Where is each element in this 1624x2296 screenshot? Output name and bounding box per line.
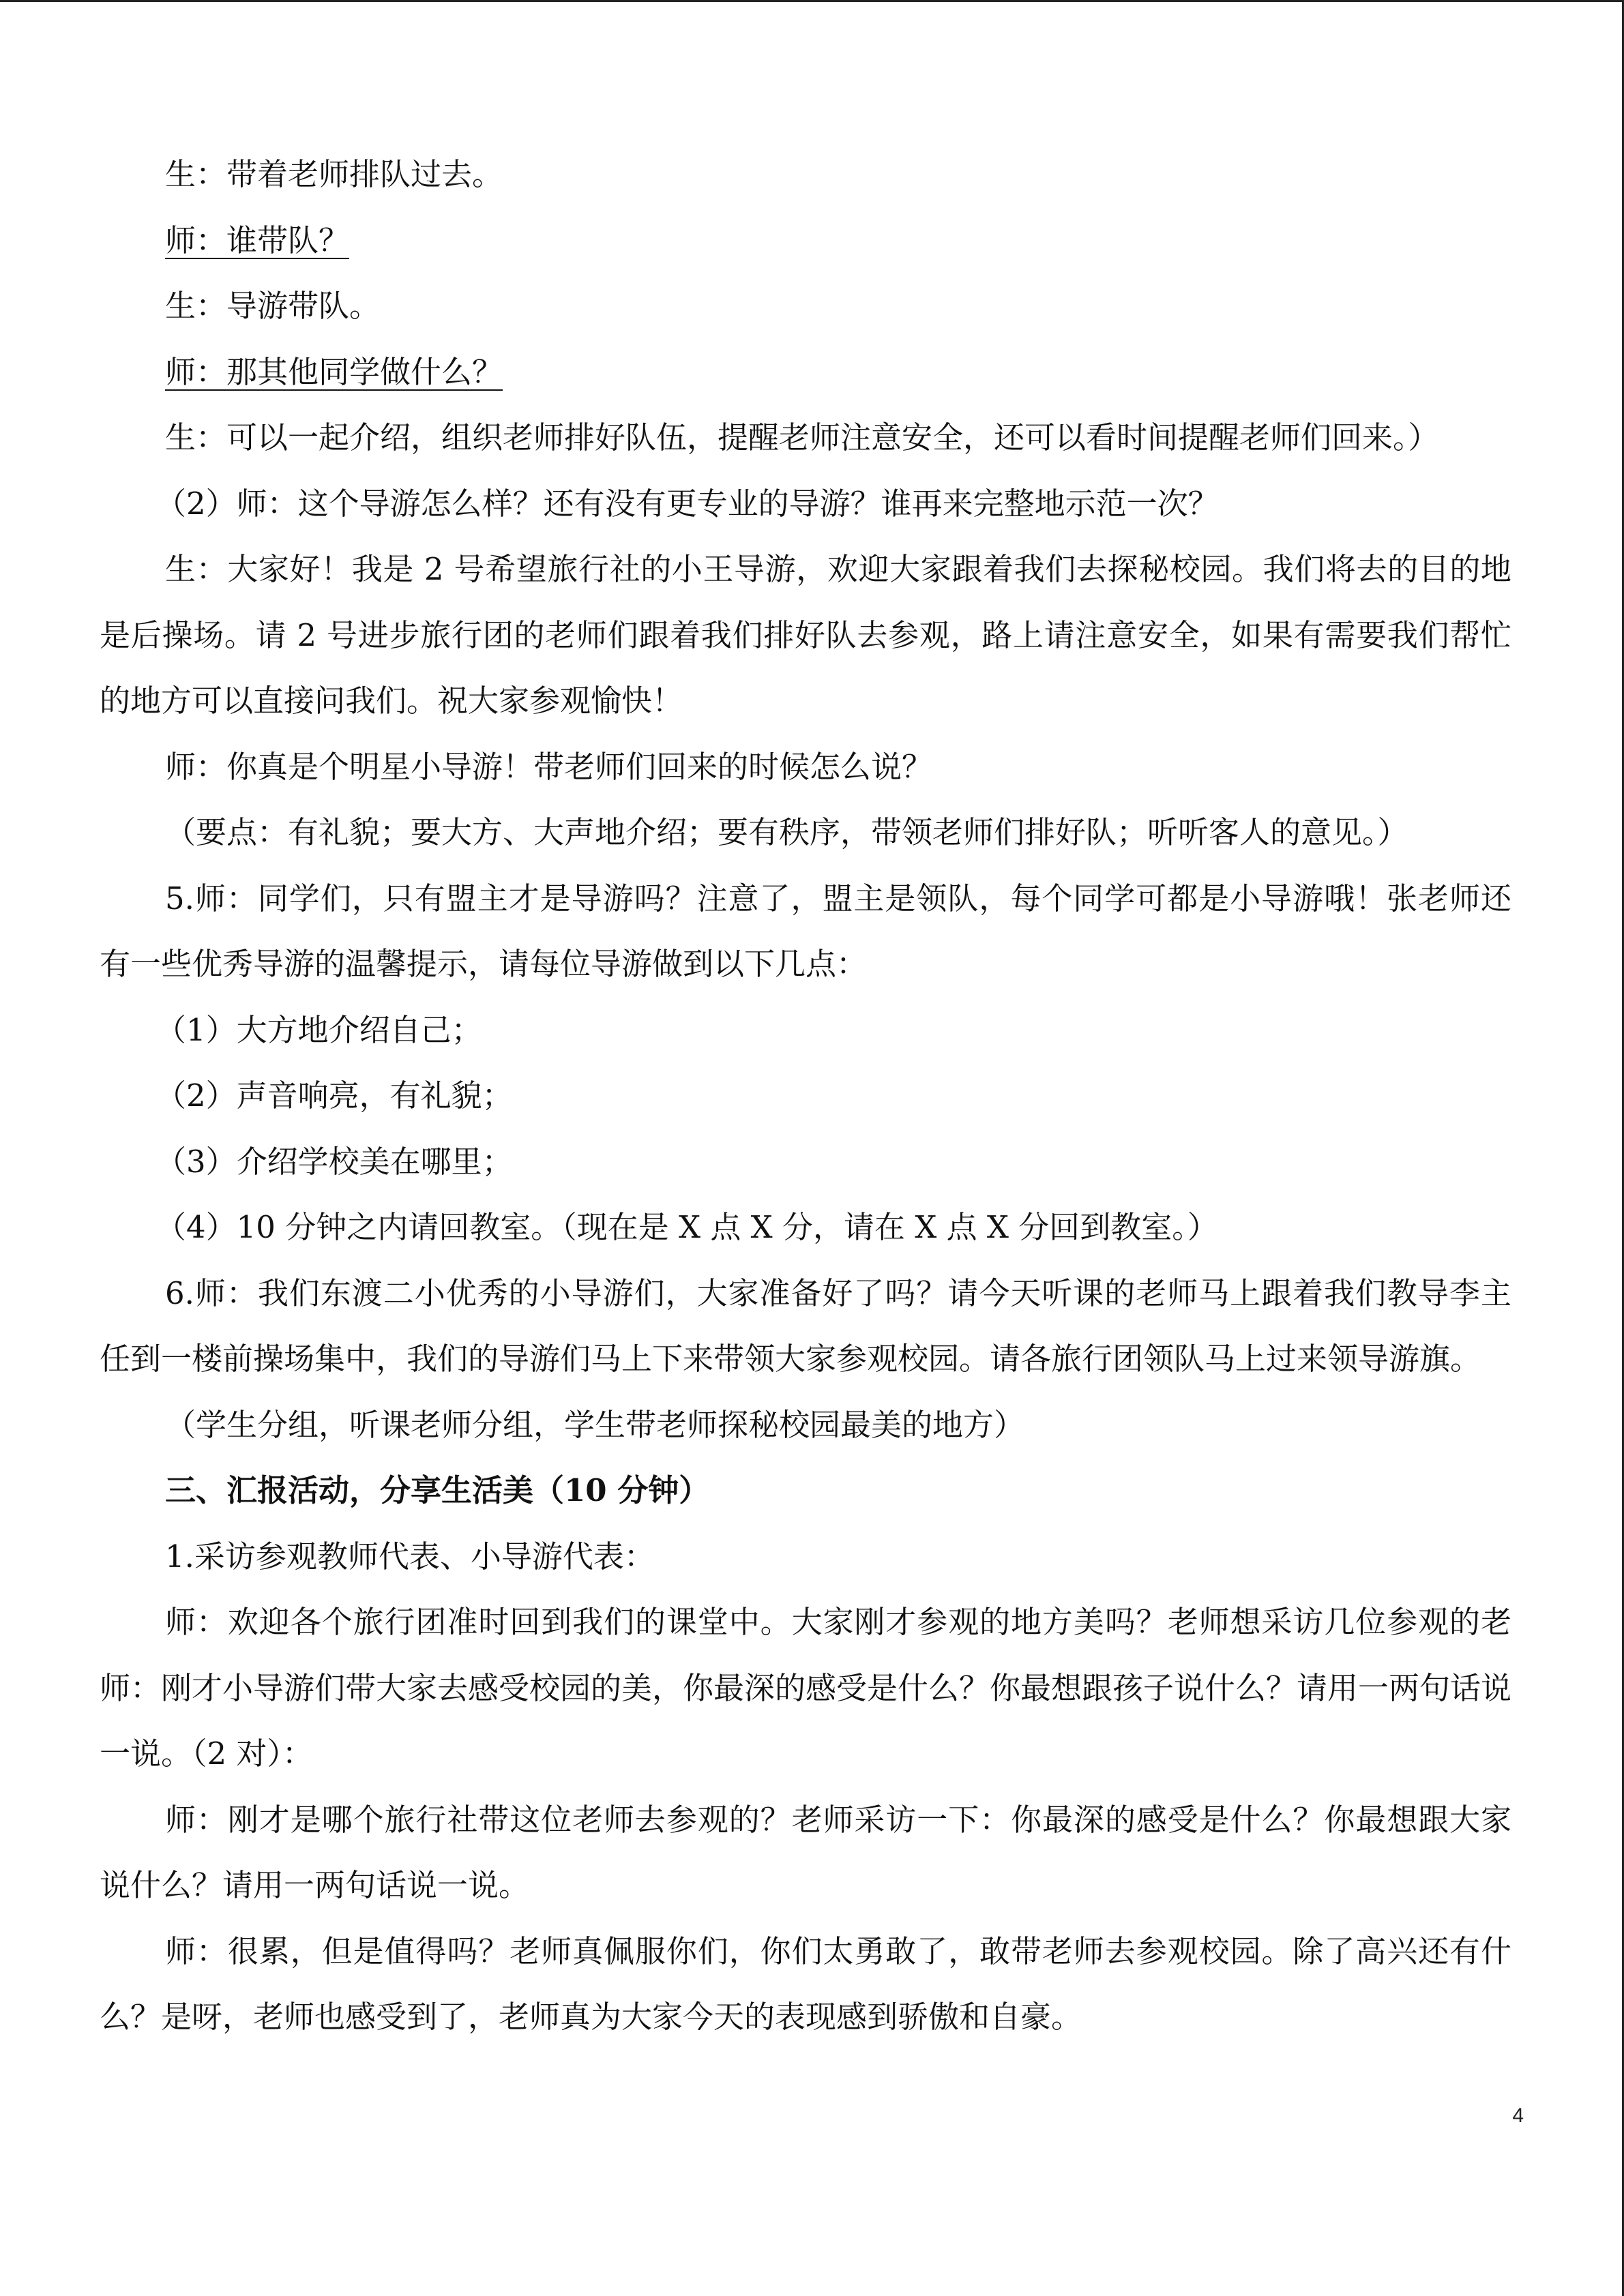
dialogue-line-underlined (100, 208, 1511, 274)
underlined-text: 师：谁带队？ (165, 222, 350, 258)
dialogue-line: 生：可以一起介绍，组织老师排好队伍，提醒老师注意安全，还可以看时间提醒老师们回来。） (165, 419, 1439, 456)
note-line: （要点：有礼貌；要大方、大声地介绍；要有秩序，带领老师们排好队；听听客人的意见。） (165, 814, 1408, 850)
page-number: 4 (1512, 2104, 1524, 2127)
dialogue-line: 师：你真是个明星小导游！带老师们回来的时候怎么说？ (165, 748, 933, 785)
dialogue-paragraph: 师：刚才是哪个旅行社带这位老师去参观的？老师采访一下：你最深的感受是什么？你最想跟大家说什么？请用一两句话说一说。 (100, 1801, 1511, 1903)
list-item: （2）声音响亮，有礼貌； (156, 1077, 513, 1114)
dialogue-line: （2）师：这个导游怎么样？还有没有更专业的导游？谁再来完整地示范一次？ (156, 485, 1219, 522)
dialogue-line: 生：导游带队。 (165, 288, 381, 324)
document-body (100, 142, 1511, 2051)
section-heading: 三、汇报活动，分享生活美（10 分钟） (165, 1472, 710, 1508)
dialogue-paragraph: 师：欢迎各个旅行团准时回到我们的课堂中。大家刚才参观的地方美吗？老师想采访几位参观的老师：刚才小导游们带大家去感受校园的美，你最深的感受是什么？你最想跟孩子说什么？请用一两句话说一说。（2 对）： (100, 1604, 1512, 1772)
dialogue-paragraph: 5.师：同学们，只有盟主才是导游吗？注意了，盟主是领队，每个同学可都是小导游哦！张老师还有一些优秀导游的温馨提示，请每位导游做到以下几点： (100, 880, 1511, 982)
dialogue-paragraph: 师：很累，但是值得吗？老师真佩服你们，你们太勇敢了，敢带老师去参观校园。除了高兴还有什么？是呀，老师也感受到了，老师真为大家今天的表现感到骄傲和自豪。 (100, 1933, 1511, 2035)
dialogue-paragraph: 6.师：我们东渡二小优秀的小导游们，大家准备好了吗？请今天听课的老师马上跟着我们教导李主任到一楼前操场集中，我们的导游们马上下来带领大家参观校园。请各旅行团领队马上过来领导游旗。 (100, 1274, 1511, 1377)
dialogue-paragraph: 生：大家好！我是 2 号希望旅行社的小王导游，欢迎大家跟着我们去探秘校园。我们将去的目的地是后操场。请 2 号进步旅行团的老师们跟着我们排好队去参观，路上请注意安全，如果有需要我们帮忙的地方可以直接问我们。祝大家参观愉快！ (100, 551, 1511, 719)
list-item: （1）大方地介绍自己； (156, 1011, 482, 1048)
dialogue-line: 生：带着老师排队过去。 (165, 156, 503, 192)
underlined-text: 师：那其他同学做什么？ (165, 353, 503, 390)
list-item: （3）介绍学校美在哪里； (156, 1143, 513, 1180)
dialogue-line-underlined (100, 340, 1511, 406)
list-item: （4）10 分钟之内请回教室。（现在是 X 点 X 分，请在 X 点 X 分回到教室。） (156, 1209, 1218, 1245)
subsection-line: 1.采访参观教师代表、小导游代表： (165, 1538, 655, 1575)
note-line: （学生分组，听课老师分组，学生带老师探秘校园最美的地方） (165, 1406, 1025, 1443)
page-top-border (0, 0, 1624, 2)
